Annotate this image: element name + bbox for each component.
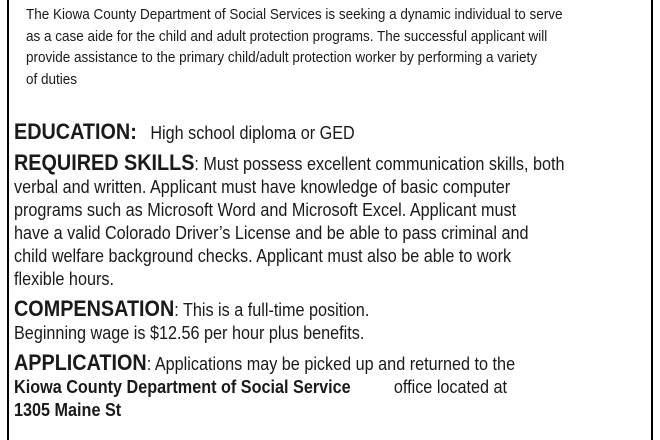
left-border-rule	[7, 0, 9, 440]
office-text: office located at	[393, 377, 508, 397]
intro-paragraph	[26, 4, 575, 110]
skills-line: child welfare background checks. Applicant must also be able to work	[14, 246, 512, 266]
education-separator: :	[130, 119, 137, 144]
skills-line: have a valid Colorado Driver’s License and be able to pass criminal and	[14, 223, 529, 243]
skills-line: flexible hours.	[14, 269, 114, 289]
skills-line: programs such as Microsoft Word and Microsoft Excel. Applicant must	[14, 200, 517, 220]
education-text: High school diploma or GED	[150, 123, 355, 143]
education-heading: EDUCATION	[14, 119, 131, 144]
skills-section	[14, 151, 644, 291]
application-section	[14, 351, 644, 422]
skills-line: verbal and written. Applicant must have knowledge of basic computer	[14, 177, 511, 197]
intro-line: as a case aide for the child and adult protection programs. The successful applicant will	[26, 27, 548, 45]
intro-line: provide assistance to the primary child/adult protection worker by performing a variety	[26, 49, 537, 67]
compensation-section	[14, 297, 644, 345]
intro-line: of duties	[26, 70, 78, 88]
right-border-rule	[651, 0, 653, 440]
education-section	[14, 120, 644, 145]
compensation-wage-line: Beginning wage is $12.56 per hour plus benefits.	[14, 323, 365, 343]
address-partial: 1305 Maine St	[14, 400, 122, 420]
application-line: : Applications may be picked up and returned to the	[146, 354, 516, 374]
compensation-line: : This is a full-time position.	[174, 300, 370, 320]
posting-content	[14, 4, 648, 422]
department-name: Kiowa County Department of Social Service	[14, 377, 351, 397]
skills-line: : Must possess excellent communication skills, both	[194, 154, 565, 174]
intro-line: The Kiowa County Department of Social Services is seeking a dynamic individual to serve	[26, 6, 563, 23]
compensation-heading: COMPENSATION	[14, 296, 175, 321]
skills-heading: REQUIRED SKILLS	[14, 150, 195, 175]
application-heading: APPLICATION	[14, 350, 147, 375]
